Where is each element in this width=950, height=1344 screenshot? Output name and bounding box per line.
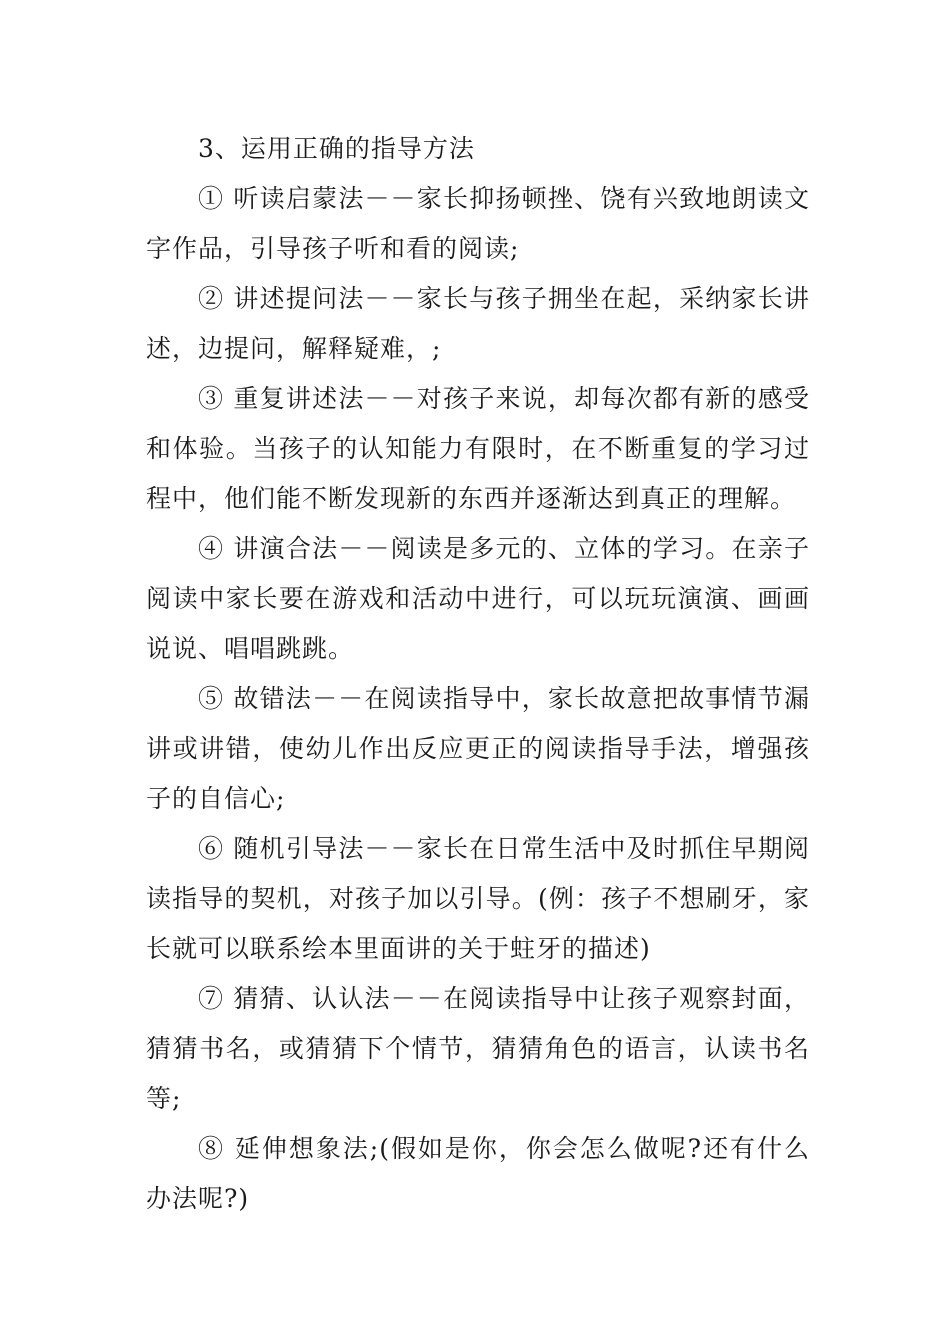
paragraph-method-6: ⑥ 随机引导法－－家长在日常生活中及时抓住早期阅读指导的契机，对孩子加以引导。(例：孩子不想刷牙，家长就可以联系绘本里面讲的关于蛀牙的描述): [146, 834, 810, 963]
paragraph-method-8: ⑧ 延伸想象法;(假如是你，你会怎么做呢?还有什么办法呢?): [146, 1134, 810, 1213]
paragraph-method-4: ④ 讲演合法－－阅读是多元的、立体的学习。在亲子阅读中家长要在游戏和活动中进行，可以玩玩演演、画画说说、唱唱跳跳。: [146, 534, 810, 663]
paragraph-method-3: ③ 重复讲述法－－对孩子来说，却每次都有新的感受和体验。当孩子的认知能力有限时，在不断重复的学习过程中，他们能不断发现新的东西并逐渐达到真正的理解。: [146, 384, 810, 513]
paragraph-method-5: ⑤ 故错法－－在阅读指导中，家长故意把故事情节漏讲或讲错，使幼儿作出反应更正的阅读指导手法，增强孩子的自信心;: [146, 684, 810, 813]
section-heading: 3、运用正确的指导方法: [198, 134, 475, 163]
paragraph-method-2: ② 讲述提问法－－家长与孩子拥坐在起，采纳家长讲述，边提问，解释疑难，;: [146, 284, 810, 363]
document-body: [146, 124, 810, 1224]
paragraph-method-7: ⑦ 猜猜、认认法－－在阅读指导中让孩子观察封面，猜猜书名，或猜猜下个情节，猜猜角色的语言，认读书名等;: [146, 984, 810, 1113]
paragraph-method-1: ① 听读启蒙法－－家长抑扬顿挫、饶有兴致地朗读文字作品，引导孩子听和看的阅读;: [146, 184, 810, 263]
